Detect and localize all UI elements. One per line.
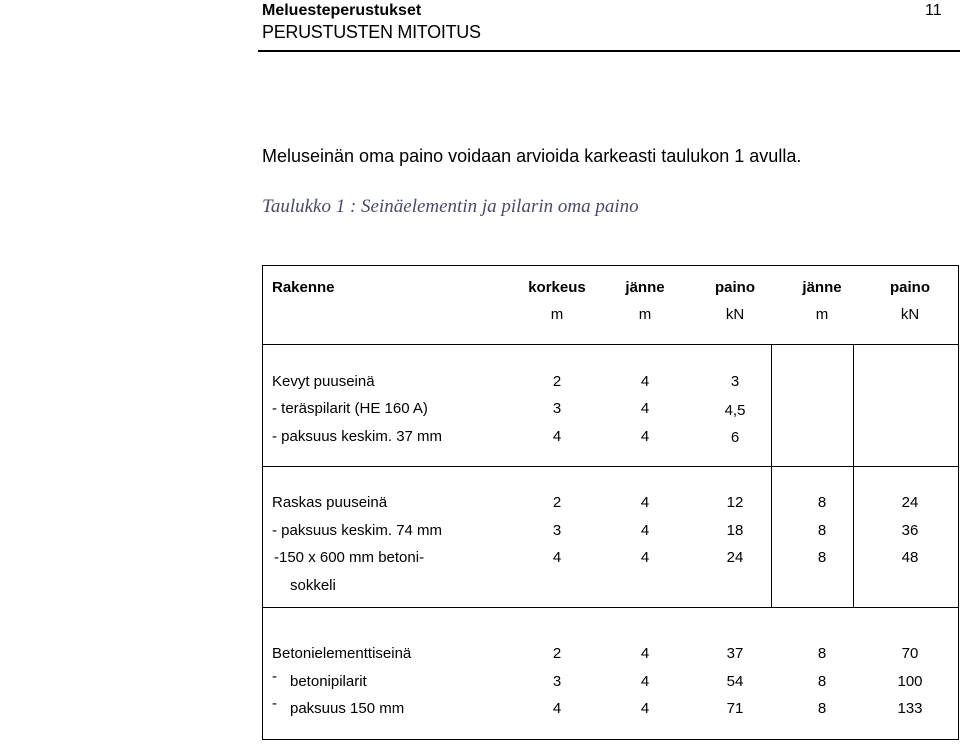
table-cell: 3 (730, 373, 740, 390)
intro-paragraph: Meluseinän oma paino voidaan arvioida karkeasti taulukon 1 avulla. (262, 146, 802, 166)
table-cell: 2 (552, 373, 562, 390)
row-divider (262, 344, 959, 345)
table-cell: 24 (901, 494, 919, 511)
structure-label: sokkeli (290, 577, 336, 594)
table-cell: 4 (640, 645, 650, 662)
table-cell: 133 (897, 700, 923, 717)
table-cell: 8 (817, 522, 827, 539)
col-header-paino-1: paino (715, 279, 755, 296)
table-cell: 2 (552, 645, 562, 662)
table-cell: 24 (726, 549, 744, 566)
table-cell: 4 (640, 522, 650, 539)
table-cell: 4,5 (724, 402, 746, 419)
unit-korkeus: m (550, 306, 564, 323)
unit-janne-1: m (638, 306, 652, 323)
col-header-janne-2: jänne (802, 279, 842, 296)
col-header-janne-1: jänne (625, 279, 665, 296)
table-cell: 8 (817, 645, 827, 662)
col-divider (853, 344, 854, 607)
unit-paino-1: kN (725, 306, 745, 323)
table-cell: 100 (897, 673, 923, 690)
table-cell: 4 (640, 428, 650, 445)
table-cell: 6 (730, 429, 740, 446)
table-cell: 12 (726, 494, 744, 511)
table-cell: 8 (817, 549, 827, 566)
col-header-rakenne: Rakenne (272, 279, 335, 296)
table-cell: 4 (552, 700, 562, 717)
row-divider (262, 607, 959, 608)
weight-table (262, 265, 959, 740)
structure-label: betonipilarit (290, 673, 367, 690)
row-divider (262, 466, 959, 467)
table-cell: 3 (552, 673, 562, 690)
table-cell: 71 (726, 700, 744, 717)
header-title: Meluesteperustukset (262, 2, 422, 19)
structure-label: -150 x 600 mm betoni- (274, 549, 425, 566)
table-cell: 4 (552, 428, 562, 445)
table-cell: 8 (817, 494, 827, 511)
bullet-dash: - (272, 668, 277, 685)
col-header-korkeus: korkeus (528, 279, 586, 296)
table-cell: 4 (640, 400, 650, 417)
structure-label: paksuus 150 mm (290, 700, 405, 717)
table-cell: 4 (640, 373, 650, 390)
table-cell: 37 (726, 645, 744, 662)
page-number: 11 (925, 2, 942, 19)
unit-janne-2: m (815, 306, 829, 323)
structure-label: Kevyt puuseinä (272, 373, 375, 390)
header-rule (258, 50, 960, 52)
table-caption: Taulukko 1 : Seinäelementin ja pilarin oma paino (262, 196, 639, 217)
table-cell: 4 (640, 549, 650, 566)
structure-label: - paksuus keskim. 74 mm (272, 522, 443, 539)
table-cell: 4 (640, 494, 650, 511)
table-cell: 8 (817, 673, 827, 690)
table-cell: 4 (640, 673, 650, 690)
table-cell: 36 (901, 522, 919, 539)
header-subtitle: PERUSTUSTEN MITOITUS (262, 22, 481, 42)
structure-label: - paksuus keskim. 37 mm (272, 428, 443, 445)
table-cell: 3 (552, 522, 562, 539)
unit-paino-2: kN (900, 306, 920, 323)
table-cell: 18 (726, 522, 744, 539)
structure-label: Raskas puuseinä (272, 494, 388, 511)
table-cell: 3 (552, 400, 562, 417)
col-header-paino-2: paino (890, 279, 930, 296)
table-cell: 54 (726, 673, 744, 690)
bullet-dash: - (272, 695, 277, 712)
table-cell: 4 (552, 549, 562, 566)
table-cell: 2 (552, 494, 562, 511)
structure-label: - teräspilarit (HE 160 A) (272, 400, 428, 417)
table-cell: 8 (817, 700, 827, 717)
table-cell: 4 (640, 700, 650, 717)
table-cell: 70 (901, 645, 919, 662)
structure-label: Betonielementtiseinä (272, 645, 412, 662)
table-cell: 48 (901, 549, 919, 566)
